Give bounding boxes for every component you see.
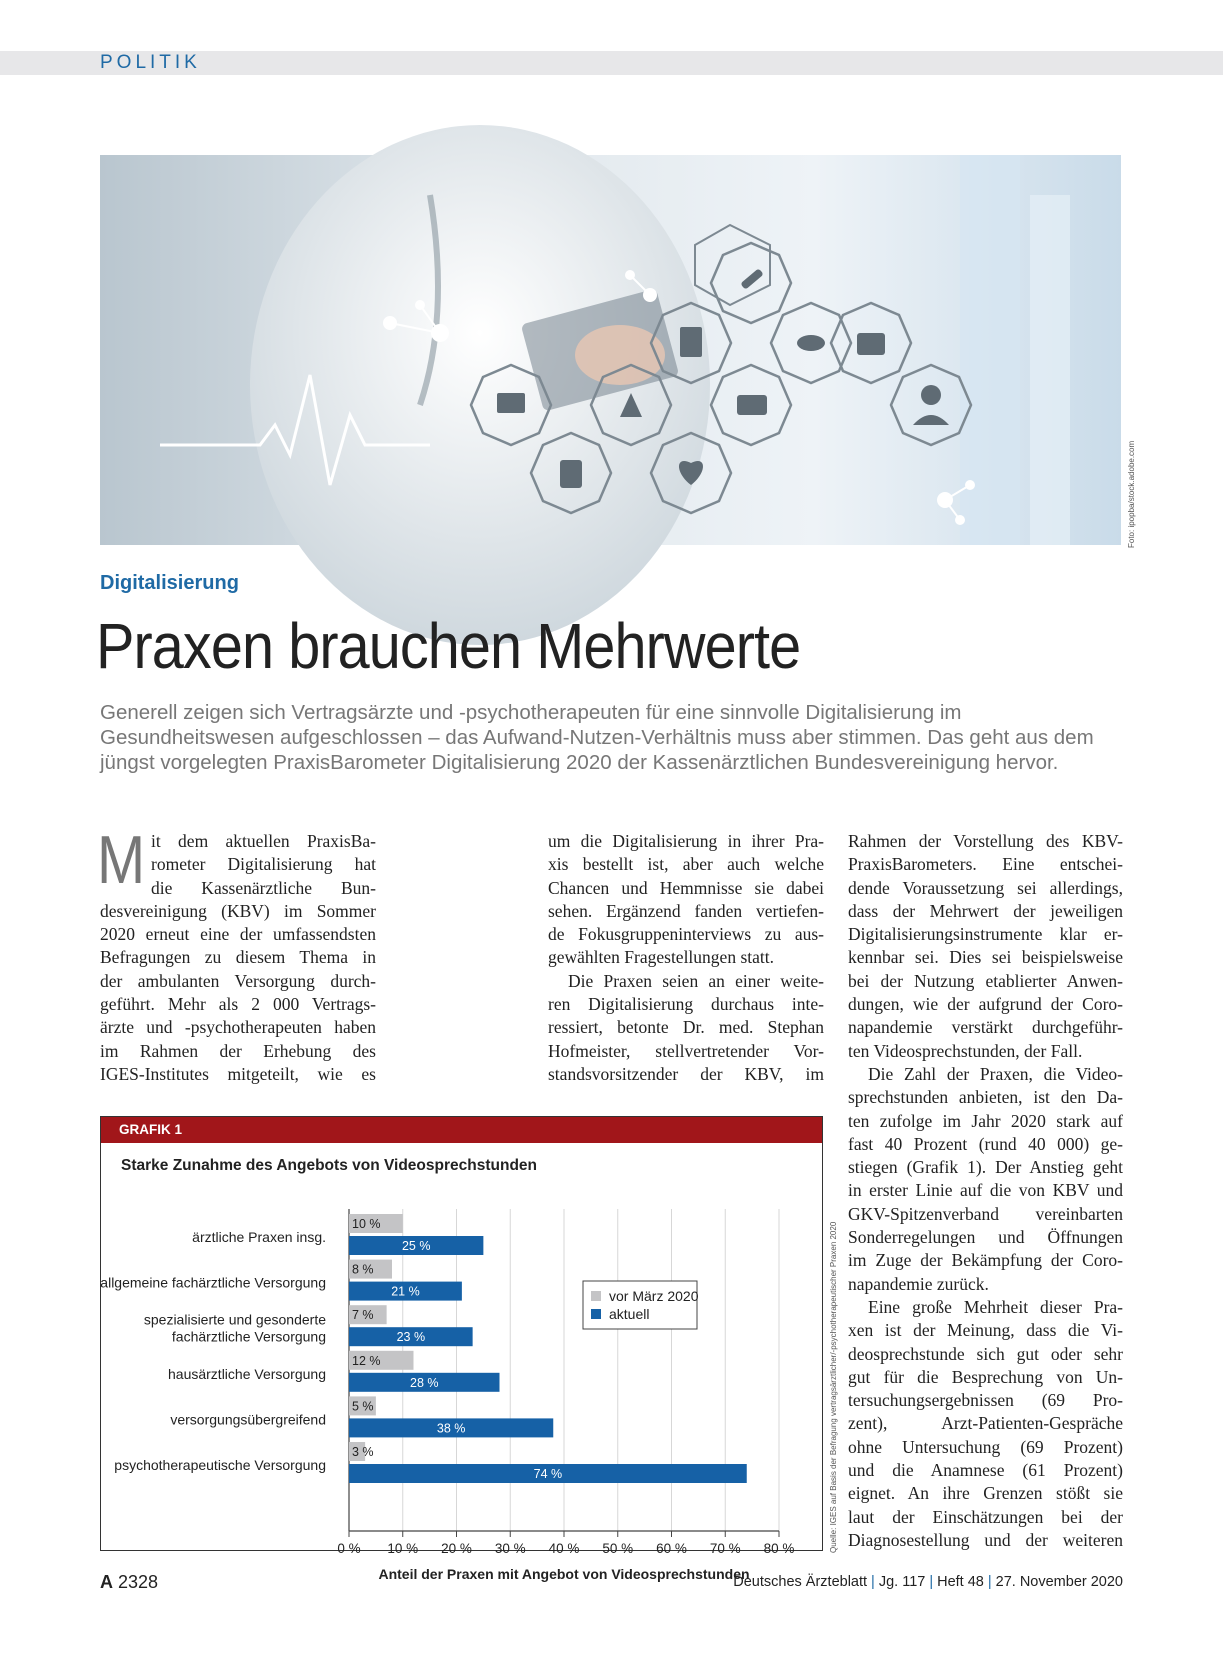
- data-label: 10 %: [352, 1217, 381, 1231]
- article-line: Befragungen zu diesem Thema in: [100, 947, 376, 968]
- article-line: im Rahmen der Erhebung des: [100, 1040, 376, 1061]
- article-line: Digitalisierungsinstrumente klar er-: [848, 924, 1123, 945]
- section-label: POLITIK: [100, 52, 201, 73]
- article-line: standsvorsitzender der KBV, im: [548, 1063, 824, 1084]
- x-tick-label: 70 %: [709, 1541, 741, 1556]
- article-column-2: [548, 830, 824, 1086]
- article-line: und die Anamnese (61 Prozent): [848, 1460, 1123, 1481]
- data-label: 3 %: [352, 1445, 374, 1459]
- article-line: ren Digitalisierung durchaus inte-: [548, 994, 824, 1015]
- journal-issue: Heft 48: [937, 1574, 984, 1590]
- legend-label: aktuell: [609, 1306, 650, 1322]
- journal-volume: Jg. 117: [878, 1574, 926, 1590]
- x-axis-title: Anteil der Praxen mit Angebot von Videosprechstunden: [378, 1566, 750, 1582]
- data-label: 21 %: [391, 1284, 420, 1299]
- lead-line: Gesundheitswesen aufgeschlossen – das Aufwand-Nutzen-Verhältnis muss aber stimmen. Das geht aus dem: [100, 726, 1094, 749]
- legend-swatch: [591, 1291, 601, 1301]
- data-label: 38 %: [436, 1421, 466, 1436]
- article-line: im Zuge der Bekämpfung der Coro-: [848, 1250, 1123, 1271]
- article-line: Die Praxen seien an einer weite-: [568, 970, 824, 991]
- article-line: ressiert, betonte Dr. med. Stephan: [548, 1017, 824, 1038]
- article-line: fast 40 Prozent (rund 40 000) ge-: [848, 1133, 1123, 1154]
- page-number: [100, 1572, 158, 1593]
- article-line: stiegen (Grafik 1). Der Anstieg geht: [848, 1157, 1123, 1178]
- article-line: um die Digitalisierung in ihrer Pra-: [548, 831, 824, 851]
- x-tick-label: 0 %: [337, 1541, 361, 1556]
- article-line: it dem aktuellen PraxisBa-: [151, 831, 376, 851]
- data-label: 8 %: [352, 1262, 374, 1277]
- x-tick-label: 50 %: [602, 1541, 634, 1556]
- x-tick-label: 30 %: [494, 1541, 526, 1556]
- headline: Praxen brauchen Mehrwerte: [96, 610, 801, 682]
- figure-source: Quelle: IGES auf Basis der Befragung vertragsärztlicher/-psychotherapeutischer Praxen 2020: [829, 1221, 838, 1553]
- figure-label: GRAFIK 1: [119, 1122, 183, 1137]
- article-line: kennbar sei. Dies sei beispielsweise: [848, 947, 1123, 968]
- hero-image: [100, 155, 1121, 545]
- data-label: 28 %: [410, 1375, 439, 1390]
- article-line: rometer Digitalisierung hat: [151, 854, 376, 875]
- x-tick-label: 40 %: [548, 1541, 580, 1556]
- figure-label-bar: [101, 1117, 822, 1143]
- x-tick-label: 20 %: [441, 1541, 472, 1556]
- chart-title: Starke Zunahme des Angebots von Videosprechstunden: [121, 1157, 538, 1174]
- article-line: xis bestellt ist, aber auch welche: [548, 854, 824, 875]
- category-label: ärztliche Praxen insg.: [192, 1229, 326, 1245]
- data-label: 5 %: [352, 1399, 374, 1414]
- category-label: versorgungsübergreifend: [170, 1411, 326, 1428]
- article-line: der ambulanten Versorgung durch-: [100, 970, 376, 991]
- article-line: in erster Linie auf die von KBV und: [848, 1180, 1123, 1201]
- legend-swatch: [591, 1309, 601, 1319]
- x-tick-label: 60 %: [656, 1541, 687, 1556]
- category-label: spezialisierte und gesonderte: [143, 1311, 326, 1328]
- article-line: eignet. An ihre Grenzen stößt sie: [848, 1483, 1123, 1504]
- article-line: geführt. Mehr als 2 000 Vertrags-: [100, 994, 376, 1015]
- article-line: GKV-Spitzenverband vereinbarten: [848, 1203, 1123, 1224]
- photo-credit: Foto: ipopba/stock.adobe.com: [1127, 440, 1136, 548]
- article-line: sehen. Ergänzend fanden vertiefen-: [548, 900, 824, 921]
- article-line: IGES-Institutes mitgeteilt, wie es: [100, 1063, 376, 1084]
- lead-line: jüngst vorgelegten PraxisBarometer Digitalisierung 2020 der Kassenärztlichen Bundesvereinigung hervor.: [100, 751, 1059, 774]
- journal-date: 27. November 2020: [995, 1574, 1123, 1590]
- data-label: 23 %: [396, 1330, 426, 1345]
- page-prefix: A: [100, 1572, 113, 1592]
- x-tick-label: 80 %: [763, 1541, 795, 1556]
- article-line: desvereinigung (KBV) im Sommer: [100, 900, 376, 921]
- page-number-value: 2328: [118, 1572, 159, 1592]
- article-column-1: [97, 822, 376, 1086]
- article-line: ohne Untersuchung (69 Prozent): [848, 1436, 1123, 1457]
- article-line: laut der Einschätzungen bei der: [848, 1506, 1123, 1527]
- article-line: dungen, wie der aufgrund der Coro-: [848, 994, 1123, 1015]
- category-label: hausärztliche Versorgung: [168, 1365, 326, 1382]
- article-line: zent), Arzt-Patienten-Gespräche: [848, 1413, 1123, 1434]
- kicker: Digitalisierung: [100, 572, 239, 594]
- article-line: Eine große Mehrheit dieser Pra-: [868, 1296, 1123, 1317]
- article-column-3: [848, 830, 1123, 1552]
- lead-line: Generell zeigen sich Vertragsärzte und -psychotherapeuten für eine sinnvolle Digitalisierung im: [100, 701, 962, 724]
- article-line: napandemie zurück.: [848, 1273, 989, 1294]
- article-line: de Fokusgruppeninterviews zu aus-: [548, 924, 824, 945]
- lead-paragraph: [100, 700, 1120, 775]
- article-line: dende Voraussetzung sei allerdings,: [848, 877, 1123, 898]
- article-line: PraxisBarometers. Eine entschei-: [848, 854, 1123, 875]
- article-line: Chancen und Hemmnisse sie dabei: [548, 877, 824, 898]
- article-line: Sonderregelungen und Öffnungen: [848, 1227, 1123, 1248]
- article-line: sprechstunden anbieten, ist den Da-: [848, 1087, 1123, 1108]
- data-label: 7 %: [352, 1308, 374, 1323]
- article-line: gewählten Fragestellungen statt.: [548, 947, 774, 968]
- article-line: Rahmen der Vorstellung des KBV-: [848, 831, 1123, 851]
- article-line: 2020 erneut eine der umfassendsten: [100, 924, 376, 945]
- category-label: fachärztliche Versorgung: [171, 1328, 326, 1345]
- data-label: 12 %: [352, 1353, 381, 1368]
- article-line: Diagnosestellung und der weiteren: [848, 1529, 1123, 1550]
- x-tick-label: 10 %: [387, 1541, 419, 1556]
- article-line: ten zufolge im Jahr 2020 stark auf: [848, 1110, 1123, 1131]
- legend-label: vor März 2020: [609, 1288, 699, 1304]
- article-line: Hofmeister, stellvertretender Vor-: [548, 1040, 824, 1061]
- journal-info: Deutsches Ärzteblatt | Jg. 117 | Heft 48 | 27. November 2020: [733, 1574, 1123, 1590]
- article-line: xen ist der Meinung, dass die Vi-: [848, 1320, 1123, 1341]
- article-line: dass der Mehrwert der jeweiligen: [848, 900, 1123, 921]
- journal-name: Deutsches Ärzteblatt: [733, 1574, 868, 1590]
- article-line: Die Zahl der Praxen, die Video-: [868, 1063, 1123, 1084]
- article-line: bei der Nutzung etablierter Anwen-: [848, 970, 1123, 991]
- dropcap: M: [97, 822, 146, 898]
- article-line: gut für die Besprechung von Un-: [848, 1366, 1123, 1387]
- category-label: psychotherapeutische Versorgung: [114, 1457, 326, 1473]
- article-line: ärzte und -psychotherapeuten haben: [100, 1017, 376, 1038]
- category-label: allgemeine fachärztliche Versorgung: [100, 1274, 326, 1291]
- data-label: 25 %: [401, 1239, 431, 1253]
- article-line: die Kassenärztliche Bun-: [151, 877, 376, 898]
- article-line: deosprechstunde sich gut oder sehr: [848, 1343, 1123, 1364]
- article-line: tersuchungsergebnissen (69 Pro-: [848, 1390, 1123, 1411]
- data-label: 74 %: [533, 1467, 563, 1481]
- article-line: napandemie verstärkt durchgeführ-: [848, 1017, 1123, 1038]
- article-line: ten Videosprechstunden, der Fall.: [848, 1040, 1083, 1061]
